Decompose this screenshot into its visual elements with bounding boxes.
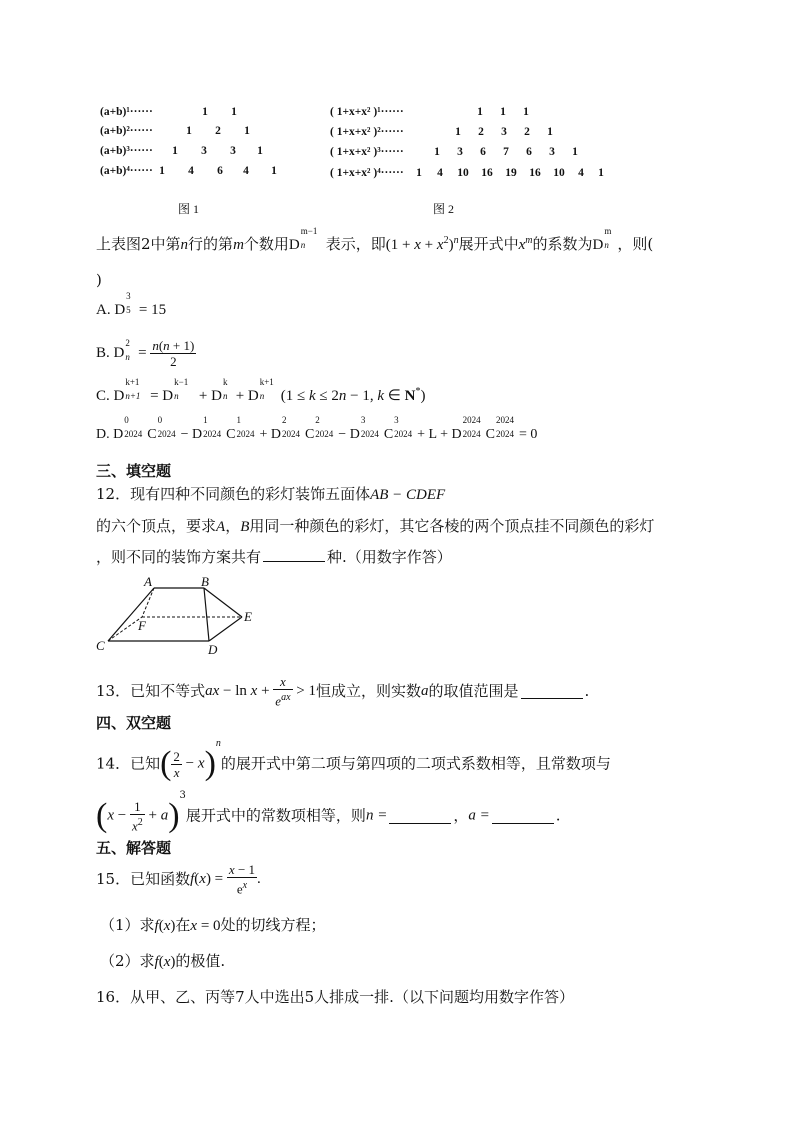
fig2-value: 1	[416, 167, 422, 179]
fig1-value: 1	[172, 145, 178, 157]
q11-intro: 上表图2中第n行的第m个数用D m−1 n 表示，即$(1 + x + x^2)^n$展开式中$x^m$的系数为D m n ，则(	[96, 226, 654, 253]
fig1-value: 1	[271, 165, 277, 177]
fig2-value: 16	[481, 167, 493, 179]
q12-answer-blank[interactable]	[263, 547, 325, 562]
q11-option-b: B. D 2 n = $\frac{n(n + 1)}{2}$	[96, 337, 195, 369]
section-heading-fill-in: 三、填空题	[96, 462, 172, 480]
fig1-value: 2	[215, 125, 221, 137]
polyhedron-figure	[92, 572, 262, 662]
fig2-value: 3	[501, 126, 507, 138]
section-heading-double-blank: 四、双空题	[96, 714, 172, 732]
fig2-value: 1	[434, 146, 440, 158]
fig2-row-label: ( 1+x+x² )⁴······	[330, 167, 404, 179]
fig1-value: 1	[257, 145, 263, 157]
fig1-value: 6	[217, 165, 223, 177]
q15-stem: 15．已知函数f(x) = $\frac{x - 1}{e^x}$ .	[96, 862, 261, 897]
fig1-value: 1	[244, 125, 250, 137]
figure2-caption: 图 2	[433, 202, 455, 216]
edge-de	[209, 617, 242, 641]
section-heading-answer: 五、解答题	[96, 839, 172, 857]
fig2-value: 16	[529, 167, 541, 179]
fig1-value: 3	[230, 145, 236, 157]
q12-line1: 12．现有四种不同颜色的彩灯装饰五面体AB − CDEF	[96, 485, 446, 503]
fig1-row-label: (a+b)⁴······	[100, 165, 153, 177]
vertex-label-f: F	[138, 618, 146, 633]
fig2-value: 3	[549, 146, 555, 158]
edge-ac	[108, 588, 154, 641]
q11-option-a: A. D 3 5 = 15	[96, 291, 167, 318]
fig2-value: 6	[480, 146, 486, 158]
q12-line3: ，则不同的装饰方案共有 种.（用数字作答）	[96, 548, 452, 566]
fig2-row-label: ( 1+x+x² )²······	[330, 126, 404, 138]
fig2-value: 19	[505, 167, 517, 179]
fig1-value: 1	[202, 106, 208, 118]
fig2-value: 1	[455, 126, 461, 138]
fig1-value: 1	[159, 165, 165, 177]
vertex-label-d: D	[208, 642, 218, 657]
fig2-value: 10	[553, 167, 565, 179]
fig2-value: 7	[503, 146, 509, 158]
fig2-value: 1	[500, 106, 506, 118]
fig2-value: 1	[477, 106, 483, 118]
fig1-value: 1	[186, 125, 192, 137]
q11-close-paren: )	[96, 271, 102, 289]
fig1-value: 4	[188, 165, 194, 177]
vertex-label-a: A	[144, 574, 152, 589]
fig2-value: 3	[457, 146, 463, 158]
fig2-value: 1	[598, 167, 604, 179]
fig2-value: 1	[572, 146, 578, 158]
q12-line2: 的六个顶点，要求A，B用同一种颜色的彩灯，其它各棱的两个顶点挂不同颜色的彩灯	[96, 517, 655, 535]
fig2-value: 6	[526, 146, 532, 158]
fig2-row-label: ( 1+x+x² )³······	[330, 146, 404, 158]
edge-af	[142, 588, 154, 617]
q15-part1: （1）求f(x)在x = 0处的切线方程；	[100, 916, 326, 934]
fig1-value: 1	[231, 106, 237, 118]
fig2-value: 2	[478, 126, 484, 138]
fig1-row-label: (a+b)³······	[100, 145, 153, 157]
q16: 16．从甲、乙、丙等7人中选出5人排成一排.（以下问题均用数字作答）	[96, 988, 574, 1006]
fig2-value: 1	[523, 106, 529, 118]
fig2-value: 1	[547, 126, 553, 138]
figure1-caption: 图 1	[178, 202, 200, 216]
fig2-row-label: ( 1+x+x² )¹······	[330, 106, 404, 118]
fig2-value: 4	[437, 167, 443, 179]
q11-option-d: D. D 0 2024 C 0 2024 − D 1 2024 C 1 2024 + D 2 2024 C 2 2024 − D 3 2024 C 3 2024 + L + D 2024 2024 C 2024 2024 = 0	[96, 415, 538, 442]
fig2-value: 2	[524, 126, 530, 138]
q13-answer-blank[interactable]	[521, 684, 583, 699]
edge-be	[204, 588, 242, 617]
fig1-row-label: (a+b)¹······	[100, 106, 153, 118]
q14-line2: (x − $\frac{1}{x^2}$ + a)$^3$展开式中的常数项相等，则n = ，a = .	[96, 790, 561, 834]
q13: 13．已知不等式ax − ln x + $\frac{x}{e^{ax}}$ > 1恒成立，则实数a的取值范围是 .	[96, 674, 590, 709]
vertex-label-b: B	[201, 574, 209, 589]
fig1-value: 3	[201, 145, 207, 157]
q11-option-c: C. D k+1 n+1 = D k−1 n + D k n + D k+1 n (1 ≤ k ≤ 2n − 1, k ∈ N*)	[96, 377, 426, 404]
q14-n-blank[interactable]	[389, 809, 451, 824]
fig2-value: 10	[457, 167, 469, 179]
vertex-label-e: E	[244, 609, 252, 624]
vertex-label-c: C	[96, 638, 105, 653]
q15-part2: （2）求f(x)的极值.	[100, 952, 226, 970]
fig1-row-label: (a+b)²······	[100, 125, 153, 137]
q14-line1: 14．已知( $\frac{2}{x}$ − x)$^n$的展开式中第二项与第四项的二项式系数相等，且常数项与	[96, 738, 611, 782]
edge-bd	[204, 588, 209, 641]
figure1-table	[0, 0, 794, 200]
fig1-value: 4	[243, 165, 249, 177]
fig2-value: 4	[578, 167, 584, 179]
q14-a-blank[interactable]	[492, 809, 554, 824]
